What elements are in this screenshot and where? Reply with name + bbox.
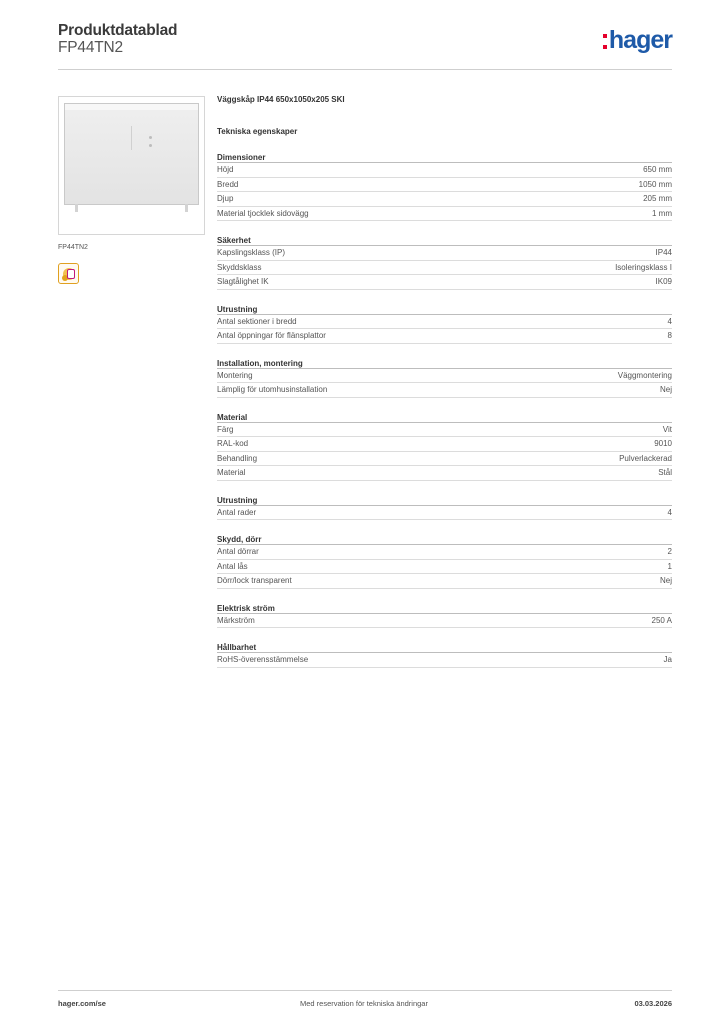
spec-value: Nej bbox=[659, 576, 672, 585]
footer-note: Med reservation för tekniska ändringar bbox=[300, 999, 428, 1008]
wall-cabinet-image bbox=[64, 103, 199, 205]
spec-row bbox=[217, 466, 672, 481]
spec-row bbox=[217, 246, 672, 261]
section-heading: Installation, montering bbox=[217, 358, 672, 369]
spec-row bbox=[217, 423, 672, 438]
spec-section bbox=[217, 235, 672, 290]
spec-value: 8 bbox=[667, 331, 672, 340]
spec-label: Lämplig för utomhusinstallation bbox=[217, 385, 328, 394]
spec-label: Skyddsklass bbox=[217, 262, 262, 272]
spec-label: Antal rader bbox=[217, 507, 257, 517]
spec-value: Pulverlackerad bbox=[619, 453, 672, 463]
spec-row bbox=[217, 261, 672, 276]
spec-row bbox=[217, 452, 672, 467]
spec-value: Nej bbox=[659, 385, 672, 394]
spec-row bbox=[217, 545, 672, 560]
spec-section bbox=[217, 412, 672, 481]
spec-label: Kapslingsklass (IP) bbox=[217, 248, 286, 257]
spec-value: 250 A bbox=[651, 615, 672, 625]
spec-section bbox=[217, 534, 672, 589]
spec-value: 1050 mm bbox=[638, 179, 672, 189]
spec-label: Antal dörrar bbox=[217, 547, 259, 556]
section-heading: Elektrisk ström bbox=[217, 603, 672, 614]
spec-row bbox=[217, 560, 672, 575]
spec-label: Material bbox=[217, 468, 246, 477]
spec-row bbox=[217, 369, 672, 384]
spec-section bbox=[217, 358, 672, 398]
spec-section bbox=[217, 304, 672, 344]
spec-sections bbox=[217, 152, 672, 668]
spec-row bbox=[217, 653, 672, 668]
spec-value: 4 bbox=[667, 507, 672, 517]
section-heading: Material bbox=[217, 412, 672, 423]
spec-row bbox=[217, 506, 672, 521]
spec-value: 205 mm bbox=[643, 194, 672, 203]
section-heading: Säkerhet bbox=[217, 235, 672, 246]
document-title: Produktdatablad bbox=[58, 22, 178, 39]
spec-row bbox=[217, 207, 672, 222]
page-footer bbox=[58, 990, 672, 1010]
section-heading: Utrustning bbox=[217, 495, 672, 506]
spec-value: 1 bbox=[667, 561, 672, 571]
spec-label: Bredd bbox=[217, 179, 239, 189]
spec-label: Färg bbox=[217, 424, 234, 434]
spec-label: Montering bbox=[217, 370, 253, 380]
spec-label: Antal sektioner i bredd bbox=[217, 316, 297, 326]
spec-value: Isoleringsklass I bbox=[615, 262, 672, 272]
spec-row bbox=[217, 275, 672, 290]
ecolabel-icon bbox=[58, 263, 79, 284]
spec-label: Slagtålighet IK bbox=[217, 277, 269, 286]
spec-label: Höjd bbox=[217, 165, 234, 174]
section-heading: Dimensioner bbox=[217, 152, 672, 163]
spec-label: Material tjocklek sidovägg bbox=[217, 208, 309, 218]
spec-row bbox=[217, 329, 672, 344]
spec-value: 650 mm bbox=[643, 165, 672, 174]
image-caption: FP44TN2 bbox=[58, 244, 88, 251]
spec-label: Dörr/lock transparent bbox=[217, 576, 292, 585]
spec-label: Antal öppningar för flänsplattor bbox=[217, 331, 326, 340]
spec-label: Djup bbox=[217, 194, 234, 203]
spec-row bbox=[217, 163, 672, 178]
spec-value: Ja bbox=[663, 655, 672, 664]
product-description: Väggskåp IP44 650x1050x205 SKI bbox=[217, 95, 345, 104]
spec-value: IP44 bbox=[655, 248, 672, 257]
spec-label: RAL-kod bbox=[217, 439, 249, 448]
spec-value: Stål bbox=[658, 468, 672, 477]
spec-row bbox=[217, 437, 672, 452]
spec-value: 4 bbox=[667, 316, 672, 326]
section-heading: Hållbarhet bbox=[217, 642, 672, 653]
section-heading: Utrustning bbox=[217, 304, 672, 315]
hager-logo bbox=[603, 26, 672, 54]
spec-row bbox=[217, 574, 672, 589]
spec-row bbox=[217, 383, 672, 398]
page-header bbox=[58, 20, 672, 70]
spec-value: 1 mm bbox=[652, 208, 672, 218]
specification-table bbox=[217, 94, 672, 668]
spec-label: Antal lås bbox=[217, 561, 248, 571]
spec-section bbox=[217, 152, 672, 221]
logo-colon-icon bbox=[603, 34, 607, 49]
spec-value: IK09 bbox=[655, 277, 672, 286]
section-heading: Skydd, dörr bbox=[217, 534, 672, 545]
product-code: FP44TN2 bbox=[58, 39, 123, 56]
logo-text: hager bbox=[608, 26, 672, 54]
spec-section bbox=[217, 603, 672, 629]
footer-date: 03.03.2026 bbox=[634, 999, 672, 1008]
spec-label: Behandling bbox=[217, 453, 258, 463]
footer-website: hager.com/se bbox=[58, 999, 106, 1008]
spec-row bbox=[217, 614, 672, 629]
spec-label: Märkström bbox=[217, 615, 255, 625]
spec-value: Vit bbox=[662, 424, 672, 434]
spec-row bbox=[217, 178, 672, 193]
spec-section bbox=[217, 642, 672, 668]
product-image bbox=[58, 96, 205, 235]
spec-row bbox=[217, 192, 672, 207]
spec-value: 2 bbox=[667, 547, 672, 556]
spec-value: Väggmontering bbox=[617, 370, 672, 380]
spec-section bbox=[217, 495, 672, 521]
spec-label: RoHS-överensstämmelse bbox=[217, 655, 309, 664]
technical-properties-heading: Tekniska egenskaper bbox=[217, 127, 298, 136]
spec-value: 9010 bbox=[654, 439, 672, 448]
spec-row bbox=[217, 315, 672, 330]
